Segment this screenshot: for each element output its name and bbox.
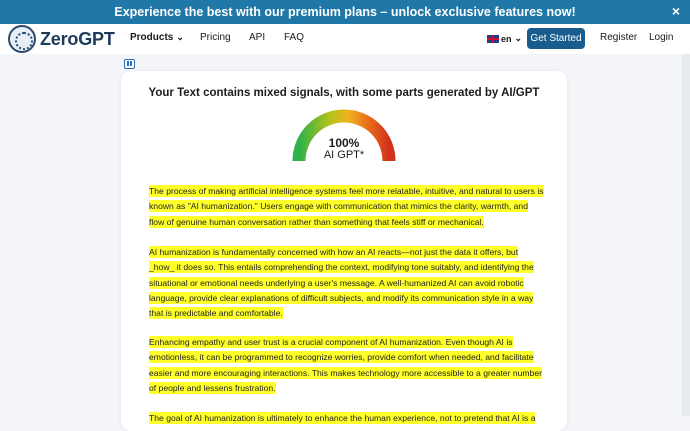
close-icon[interactable]: × bbox=[671, 3, 680, 19]
language-code: en bbox=[501, 33, 512, 44]
chevron-down-icon: ⌄ bbox=[514, 33, 523, 43]
logo[interactable] bbox=[8, 25, 115, 53]
highlighted-text: The process of making artificial intelligence systems feel more relatable, intuitive, and natural to users is known as "AI humanization." Users engage with communication that mimics the clarity, warmth, and flow of genuine human conversation rather than something that feels stiff or mechanical. bbox=[149, 186, 544, 227]
highlighted-text: The goal of AI humanization is ultimately to enhance the human experience, not to pretend that AI is a bbox=[149, 413, 536, 423]
uk-flag-icon bbox=[487, 35, 499, 43]
ai-percent: 100% bbox=[328, 136, 360, 150]
top-nav bbox=[0, 24, 690, 54]
highlighted-text: Enhancing empathy and user trust is a crucial component of AI humanization. Even though AI is emotionless, it can be programmed to recognize worries, provide comfort when needed, and facilitate easier and more encouraging interactions. This makes technology more accessible to a greater number of people and lessens frustration. bbox=[149, 337, 542, 393]
ai-label: AI GPT* bbox=[323, 149, 365, 161]
promo-banner bbox=[0, 0, 690, 24]
text-paragraph bbox=[149, 184, 544, 230]
chevron-down-icon: ⌄ bbox=[176, 32, 184, 42]
nav-products-label: Products bbox=[130, 32, 174, 43]
text-paragraph bbox=[149, 335, 544, 396]
book-icon[interactable] bbox=[124, 59, 135, 69]
language-selector[interactable] bbox=[487, 33, 522, 44]
text-paragraph bbox=[149, 245, 544, 321]
get-started-button[interactable]: Get Started bbox=[527, 28, 585, 49]
text-paragraph bbox=[149, 411, 544, 426]
nav-register[interactable]: Register bbox=[600, 32, 638, 43]
brain-logo-icon bbox=[8, 25, 36, 53]
scrollbar[interactable] bbox=[682, 54, 690, 416]
result-card bbox=[121, 71, 567, 431]
logo-text: ZeroGPT bbox=[40, 28, 115, 49]
nav-login[interactable]: Login bbox=[649, 32, 674, 43]
nav-faq[interactable]: FAQ bbox=[284, 32, 305, 43]
highlighted-text: AI humanization is fundamentally concerned with how an AI reacts—not just the data it offers, but _how_ it does so. This entails comprehending the context, modifying tone suitably, and identifying the situational or emotional needs underlying a user's message. A well-humanized AI can avoid robotic language, provide clear explanations of difficult subjects, and modify its communication style in a way that is predictable and comfortable. bbox=[149, 247, 534, 319]
nav-products[interactable] bbox=[130, 32, 184, 43]
result-title: Your Text contains mixed signals, with some parts generated by AI/GPT bbox=[148, 87, 540, 99]
promo-banner-text: Experience the best with our premium plans – unlock exclusive features now! bbox=[114, 5, 576, 19]
nav-api[interactable]: API bbox=[249, 32, 266, 43]
nav-pricing[interactable]: Pricing bbox=[200, 32, 231, 43]
